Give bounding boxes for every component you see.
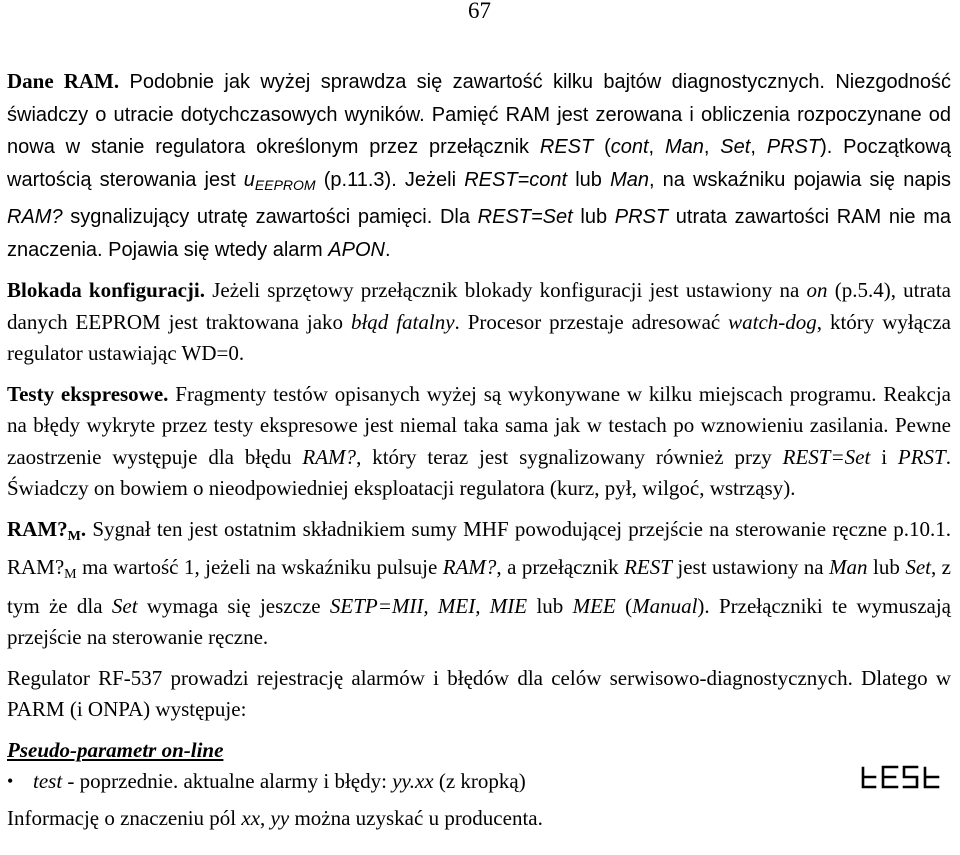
text: Podobnie jak wyżej sprawdza się zawartość kilku bajtów diagnostycznych. Niezgodność świadczy o utracie dotychczasowych wyników. Pamięć RAM jest zerowana i obliczenia rozpoczynane od nowa w stanie regulatora określonym przez przełącznik [7, 71, 951, 158]
text: , a przełącznik [496, 555, 625, 579]
list-item-text [33, 766, 526, 797]
text: . Świadczy on bowiem o nieodpowiedniej eksploatacji regulatora (kurz, pył, wilgoć, wstrząsy). [7, 444, 951, 500]
term-ram-q: RAM? [442, 555, 497, 579]
term-cont: cont [610, 136, 649, 158]
paragraph-informacje [7, 803, 951, 834]
subscript-m: M [64, 567, 77, 582]
term-rest-cont: REST=cont [464, 168, 568, 191]
text: , który wyłącza regulator ustawiając WD=0. [7, 309, 951, 365]
term-ram-q: RAM? [302, 444, 357, 469]
heading-testy: Testy ekspresowe. [7, 381, 169, 406]
text: (z kropką) [433, 768, 526, 793]
term-rest-set: REST=Set [782, 444, 871, 469]
term-set: Set [905, 555, 931, 579]
document-body [7, 66, 951, 834]
term-ram-q: RAM? [7, 206, 63, 228]
text: (p.5.4), utrata danych EEPROM jest traktowana jako [7, 278, 951, 334]
text: , na wskaźniku pojawia się napis [648, 168, 952, 191]
term-man: Man [610, 168, 649, 191]
term-man: Man [829, 555, 868, 579]
heading-dot: . [80, 516, 87, 541]
text: lub [527, 593, 573, 618]
text: jest ustawiony na [671, 555, 830, 579]
term-prst: PRST [897, 444, 946, 469]
pseudo-parametr-heading [7, 735, 951, 766]
term-fatal: błąd fatalny [350, 309, 455, 334]
text: ). Przełączniki te wymuszają przejście na sterowanie ręczne. [7, 593, 951, 649]
text: ma wartość 1, jeżeli na wskaźniku pulsuje [76, 555, 443, 579]
text: , [703, 136, 721, 158]
term-apon: APON [328, 238, 385, 261]
heading-ram-m [7, 516, 87, 544]
text: i [870, 444, 898, 469]
text: można uzyskać u producenta. [289, 805, 543, 830]
heading-dane-ram: Dane RAM. [7, 69, 120, 93]
term-prst: PRST [614, 206, 669, 228]
term-set: Set [720, 136, 751, 158]
pseudo-heading-text: Pseudo-parametr on-line [7, 737, 224, 762]
term-u: u [243, 168, 255, 191]
text: lub [572, 206, 615, 228]
heading-blokada: Blokada konfiguracji. [7, 278, 206, 302]
term-on: on [806, 278, 828, 302]
text: Fragmenty testów opisanych wyżej są wykonywane w kilku miejscach programu. Reakcja na błędy wykryte przez testy ekspresowe jest niemal taka sama jak w testach po wznowieniu zasilania. Pewne zaostrzenie występuje dla błędu [7, 381, 951, 469]
term-manual: Manual [632, 593, 698, 618]
text: , [750, 136, 767, 158]
term-rest: REST [539, 136, 594, 158]
text: ). Początkową wartością sterowania jest [7, 136, 951, 191]
term-setp: SETP=MII, MEI, MIE [329, 593, 528, 618]
term-yy: yy [270, 805, 290, 830]
term-man: Man [664, 136, 704, 158]
subscript-m: M [67, 528, 81, 544]
term-prst: PRST [766, 136, 821, 158]
paragraph-regulator: Regulator RF-537 prowadzi rejestrację alarmów i błędów dla celów serwisowo-diagnostycznych. Dlatego w PARM (i ONPA) występuje: [7, 665, 951, 721]
term-rest: REST [624, 555, 672, 579]
bullet-icon: • [7, 770, 14, 791]
subscript-eeprom: EEPROM [254, 176, 316, 193]
term-test: test [33, 768, 63, 793]
text: Jeżeli sprzętowy przełącznik blokady konfiguracji jest ustawiony na [205, 278, 807, 302]
paragraph-dane-ram [7, 66, 951, 266]
text: . [384, 238, 391, 261]
seven-segment-display-icon [859, 764, 941, 790]
text: sygnalizujący utratę zawartości pamięci. Dla [62, 206, 478, 228]
heading-text: RAM? [7, 516, 68, 541]
text: , z tym że dla [7, 555, 951, 618]
text: , który teraz jest sygnalizowany również przy [356, 444, 783, 469]
term-yy-xx: yy.xx [392, 768, 434, 793]
paragraph-blokada [7, 275, 951, 370]
page-number: 67 [468, 0, 491, 23]
text: , [648, 136, 665, 158]
text: ( [615, 593, 633, 618]
list-item-test [7, 766, 951, 797]
text: - poprzednie. aktualne alarmy i błędy: [62, 768, 393, 793]
term-mee: MEE [572, 593, 616, 618]
text: . Procesor przestaje adresować [454, 309, 729, 334]
term-xx: xx [241, 805, 261, 830]
term-set: Set [111, 593, 138, 618]
text: lub [867, 555, 906, 579]
text: utrata zawartości RAM nie ma znaczenia. Pojawia się wtedy alarm [7, 206, 951, 261]
text: Sygnał ten jest ostatnim składnikiem sumy MHF powodującej przejście na sterowanie ręczne p.10.1. RAM? [7, 516, 951, 579]
term-watchdog: watch-dog [728, 309, 817, 334]
text: (p.11.3). Jeżeli [315, 168, 465, 191]
text: lub [567, 168, 611, 191]
paragraph-testy [7, 379, 951, 505]
text: wymaga się jeszcze [137, 593, 330, 618]
text: ( [593, 136, 611, 158]
term-rest-set: REST=Set [477, 206, 573, 228]
paragraph-ram-m [7, 514, 951, 654]
text: Informację o znaczeniu pól [7, 805, 242, 830]
text: , [260, 805, 271, 830]
